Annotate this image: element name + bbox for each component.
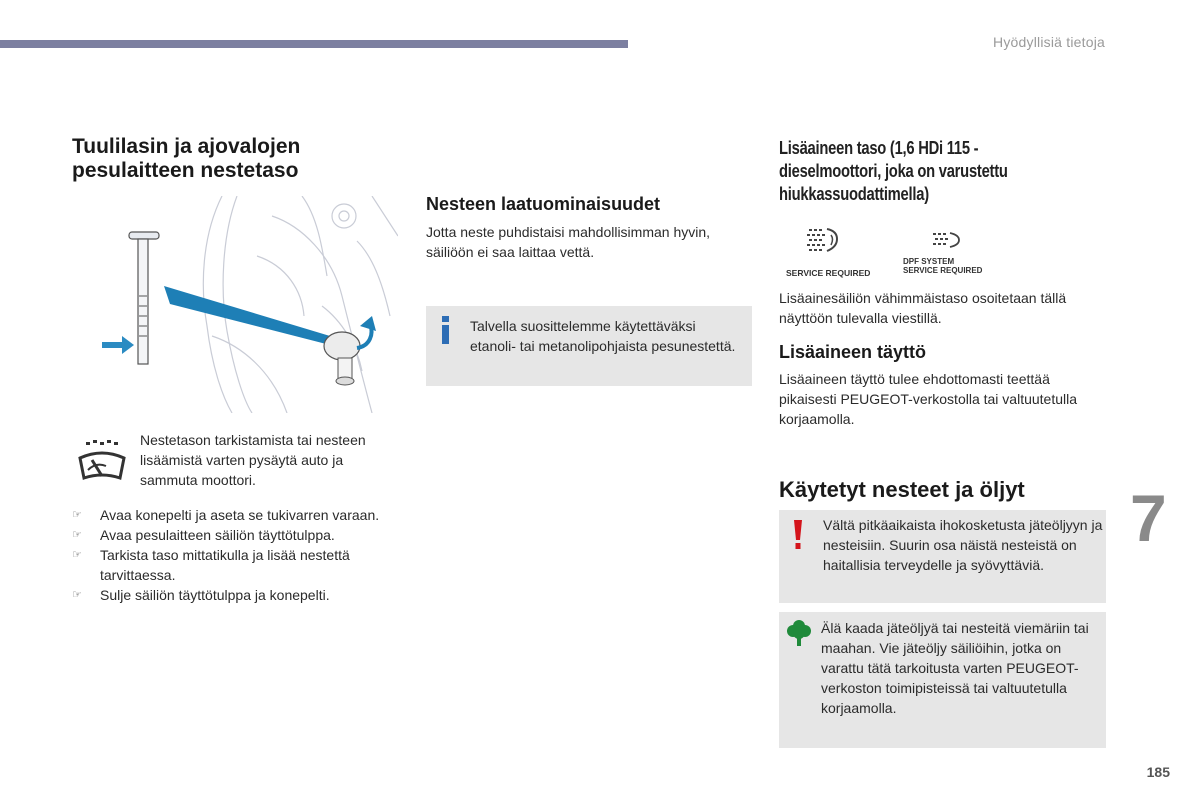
- additive-level-title: Lisäaineen taso (1,6 HDi 115 -dieselmoottori, joka on varustettu hiukkassuodattimella): [779, 138, 1008, 204]
- service-required-label: SERVICE REQUIRED: [786, 268, 871, 278]
- tree-environment-icon: [787, 620, 811, 646]
- dpf-service-required-label: SERVICE REQUIRED: [903, 266, 983, 275]
- info-icon: [440, 316, 452, 344]
- wiper-instruction-text: Nestetason tarkistamista tai nesteen lisäämistä varten pysäytä auto ja sammuta moottori.: [140, 432, 366, 488]
- section-name: Hyödyllisiä tietoja: [993, 34, 1105, 50]
- info-note-text: Talvella suosittelemme käytettäväksi etanoli- tai metanolipohjaista pesunestettä.: [470, 318, 736, 354]
- pointer-hand-icon: ☞: [72, 549, 82, 561]
- fluid-quality-title: Nesteen laatuominaisuudet: [426, 194, 661, 214]
- list-item: ☞ Tarkista taso mittatikulla ja lisää nestettä tarvittaessa.: [72, 547, 350, 583]
- service-indicator-icons: [783, 225, 1013, 280]
- additive-fill-title: Lisäaineen täyttö: [779, 342, 927, 362]
- washer-fluid-title: Tuulilasin ja ajovalojen pesulaitteen nestetaso: [72, 135, 301, 182]
- washer-fluid-icon: [76, 436, 128, 488]
- dpf-system-label: DPF SYSTEM: [903, 257, 955, 266]
- warning-exclamation-icon: [793, 520, 803, 550]
- washer-reservoir-illustration: [72, 196, 398, 413]
- pointer-hand-icon: ☞: [72, 589, 82, 601]
- service-required-icon: [807, 229, 837, 251]
- info-note: [426, 306, 752, 386]
- page-number: 185: [1146, 764, 1170, 780]
- used-fluids-title: Käytetyt nesteet ja öljyt: [779, 477, 1025, 502]
- list-item: ☞ Avaa konepelti ja aseta se tukivarren varaan.: [72, 507, 380, 523]
- wiper-warning-row: [72, 430, 402, 500]
- fluid-quality-text: Jotta neste puhdistaisi mahdollisimman hyvin, säiliöön ei saa laittaa vettä.: [426, 224, 711, 260]
- warning-note-text: Vältä pitkäaikaista ihokosketusta jäteöljyyn ja nesteisiin. Suurin osa näistä nesteistä on haitallisia terveydelle ja syövyttäviä.: [823, 517, 1103, 573]
- chapter-header-bar: [0, 40, 628, 48]
- chapter-number: 7: [1130, 481, 1167, 555]
- dipstick-shape: [129, 232, 159, 364]
- arrow-right-icon: [102, 336, 134, 354]
- additive-fill-text: Lisäaineen täyttö tulee ehdottomasti teettää pikaisesti PEUGEOT-verkostolla tai valtuutetulla korjaamolla.: [779, 371, 1078, 427]
- additive-min-level-text: Lisäainesäiliön vähimmäistaso osoitetaan tällä näyttöön tulevalla viestillä.: [779, 290, 1067, 326]
- pointer-hand-icon: ☞: [72, 509, 82, 521]
- procedure-list: [72, 505, 392, 605]
- list-item: ☞ Sulje säiliön täyttötulppa ja konepelti.: [72, 587, 330, 603]
- list-item: ☞ Avaa pesulaitteen säiliön täyttötulppa.: [72, 527, 335, 543]
- environment-note-text: Älä kaada jäteöljyä tai nesteitä viemäriin tai maahan. Vie jäteöljy säiliöihin, jotka on varattu tätä tarkoitusta varten PEUGEOT-verkoston toimipisteissä tai valtuutetulla korjaamolla.: [821, 620, 1089, 716]
- dpf-system-icon: [933, 233, 959, 247]
- warning-note: [779, 510, 1106, 603]
- pointer-hand-icon: ☞: [72, 529, 82, 541]
- environment-note: [779, 612, 1106, 748]
- filler-cap-shape: [324, 332, 360, 385]
